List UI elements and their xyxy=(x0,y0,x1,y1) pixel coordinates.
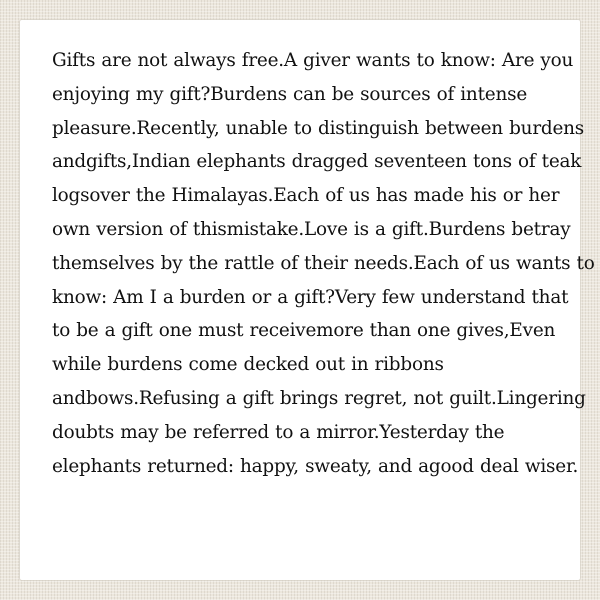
quote-line: andgifts,Indian elephants dragged seventeen tons of teak xyxy=(52,151,582,173)
quote-card xyxy=(20,20,595,580)
quote-line: andbows.Refusing a gift brings regret, not guilt.Lingering xyxy=(52,387,586,409)
quote-line: enjoying my gift?Burdens can be sources of intense xyxy=(52,83,528,105)
quote-line: themselves by the rattle of their needs.Each of us wants to xyxy=(52,252,595,274)
quote-line: own version of thismistake.Love is a gift.Burdens betray xyxy=(52,218,571,240)
quote-line: to be a gift one must receivemore than one gives,Even xyxy=(52,320,556,342)
quote-line: doubts may be referred to a mirror.Yesterday the xyxy=(52,421,505,443)
quote-line: Gifts are not always free.A giver wants to know: Are you xyxy=(52,50,574,71)
quote-line: elephants returned: happy, sweaty, and agood deal wiser. xyxy=(52,455,579,477)
quote-line: logsover the Himalayas.Each of us has made his or her xyxy=(52,185,560,207)
quote-line: pleasure.Recently, unable to distinguish between burdens xyxy=(52,117,585,139)
quote-line: know: Am I a burden or a gift?Very few understand that xyxy=(52,286,569,308)
quote-line: while burdens come decked out in ribbons xyxy=(52,354,444,376)
quote-text xyxy=(52,44,595,483)
